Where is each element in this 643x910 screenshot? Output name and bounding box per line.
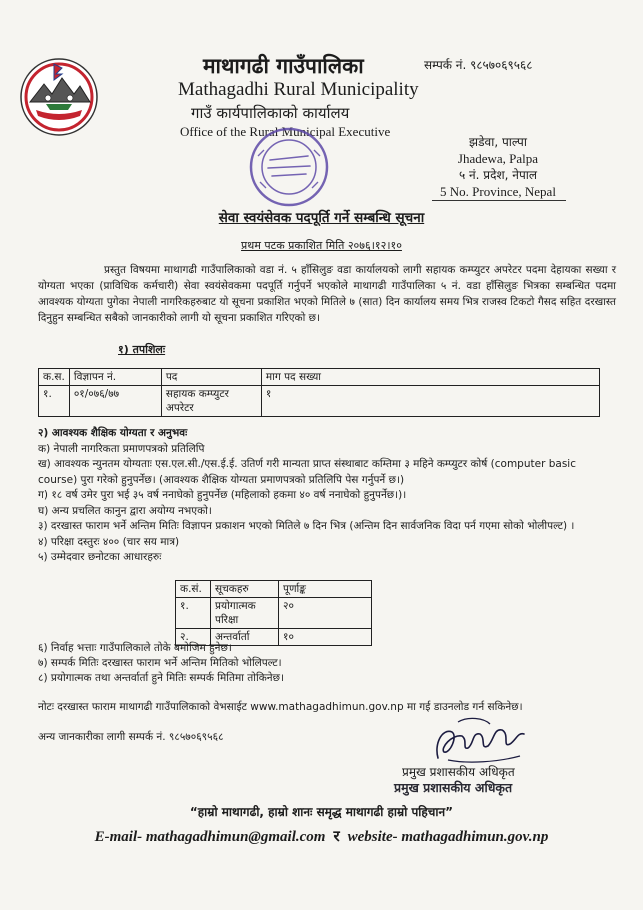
footer-contact — [0, 826, 643, 846]
list-item: क) नेपाली नागरिकता प्रमाणपत्रको प्रतिलिपि — [38, 442, 205, 455]
table-header-row — [39, 369, 600, 386]
footer-separator: र — [333, 827, 340, 845]
handwritten-signature — [428, 714, 532, 770]
table-header-cell: विज्ञापन नं. — [69, 369, 161, 386]
list-item: ६) निर्वाह भत्ताः गाउँपालिकाले तोके बमोजिम हुनेछ। — [38, 642, 232, 654]
office-stamp — [248, 126, 330, 208]
table-cell: १. — [176, 598, 211, 629]
download-note: नोटः दरखास्त फाराम माथागढी गाउँपालिकाको वेभसाईट www.mathagadhimun.gov.np मा गई डाउनलोड गर्न सकिनेछ। — [38, 701, 523, 713]
list-item: ७) सम्पर्क मितिः दरखास्त फाराम भर्ने अन्तिम मितिको भोलिपल्ट। — [38, 657, 282, 669]
municipality-name-english: Mathagadhi Rural Municipality — [178, 79, 419, 100]
table-row — [39, 386, 600, 417]
table-cell: २. — [176, 629, 211, 646]
list-item: ८) प्रयोगात्मक तथा अन्तर्वार्ता हुने मितिः सम्पर्क मितिमा तोकिनेछ। — [38, 672, 284, 684]
header-divider — [432, 200, 566, 201]
address-line: ५ नं. प्रदेश, नेपाल — [458, 168, 538, 182]
address-line: झडेवा, पाल्पा — [469, 135, 527, 149]
office-name-english: Office of the Rural Municipal Executive — [180, 124, 391, 139]
intro-paragraph: प्रस्तुत विषयमा माथागढी गाउँपालिकाको वडा नं. ५ हाँसिलुङ वडा कार्यालयको लागी सहायक कम्प्युटर अपरेटर पदमा देहायका सख्या र योग्यता भएका (प्राविधिक कर्मचारी) सेवा स्वयंसेवकमा पदपूर्ति गर्नुपर्ने भएकोले माथागढी गाउँपालिका ५ नं. वडा हाँसिलुङ भित्रका सम्बन्धित पदमा आवश्यक योग्यता पुगेका नेपाली नागरिकहरुबाट यो सूचना प्रकाशित भएको मितिले ७ (सात) दिन कार्यालय समय भित्र राजस्व टिकटो गैसद सहित दरखास्त दिनुहुन सम्बन्धित सबैको जानकारीको लागी यो सूचना प्रकाशित गरिएको छ। — [38, 264, 616, 324]
government-emblem-logo — [18, 56, 100, 138]
table-header-cell: क.सं. — [176, 581, 211, 598]
table-cell: १. — [39, 386, 70, 417]
table-header-cell: पद — [161, 369, 261, 386]
footer-email: E-mail- mathagadhimun@gmail.com — [94, 829, 326, 845]
table-header-row — [176, 581, 372, 598]
table-cell: १ — [261, 386, 599, 417]
table-cell: ०१/०७६/७७ — [69, 386, 161, 417]
list-item: ४) परिक्षा दस्तुरः ४०० (चार सय मात्र) — [38, 535, 180, 548]
vacancy-table — [38, 368, 600, 417]
table-cell: २० — [279, 598, 372, 629]
list-item: ख) आवश्यक न्युनतम योग्यताः एस.एल.सी./एस.ई.ई. उतिर्ण गरी मान्यता प्राप्त संस्थाबाट कम्तिमा ३ महिने कम्प्युटर कोर्ष (computer basic course) पुरा गरेको हुनुपर्नेछ। (आवश्यक शैक्षिक योग्यता प्रमाणपत्रको प्रतिलिपि पेस गर्नुपर्ने छ।) — [38, 458, 576, 486]
table-header-cell: माग पद सख्या — [261, 369, 599, 386]
table-row — [176, 598, 372, 629]
list-item: ५) उम्मेदवार छनोटका आधारहरुः — [38, 551, 162, 563]
table-cell: सहायक कम्प्युटर अपरेटर — [161, 386, 261, 417]
table-cell: प्रयोगात्मक परिक्षा — [211, 598, 279, 629]
publication-date — [0, 238, 643, 253]
signatory-title: प्रमुख प्रशासकीय अधिकृत — [402, 765, 515, 779]
municipality-name-nepali: माथागढी गाउँपालिका — [203, 54, 364, 78]
table-header-cell: सूचकहरु — [211, 581, 279, 598]
table-header-cell: पूर्णाङ्क — [279, 581, 372, 598]
address-line: Jhadewa, Palpa — [457, 150, 539, 166]
signatory-stamp: प्रमुख प्रशासकीय अधिकृत — [394, 780, 513, 795]
list-item: ग) १८ वर्ष उमेर पुरा भई ३५ वर्ष ननाघेको हुनुपर्नेछ (महिलाको हकमा ४० वर्ष ननाघेको हुनुपर्नेछ।)। — [38, 489, 407, 501]
table-cell: १० — [279, 629, 372, 646]
address-line: 5 No. Province, Nepal — [440, 183, 556, 199]
qualification-heading: २) आवश्यक शैक्षिक योग्यता र अनुभवः — [38, 427, 188, 439]
footer-website: website- mathagadhimun.gov.np — [347, 829, 549, 845]
notice-title-text: सेवा स्वयंसेवक पदपूर्ति गर्ने सम्बन्धि सूचना — [218, 210, 425, 226]
contact-line: अन्य जानकारीका लागी सम्पर्क नं. ९८५७०६९५६८ — [38, 731, 224, 743]
additional-items — [38, 641, 618, 686]
header-contact-number: सम्पर्क नं. ९८५७०६९५६८ — [424, 58, 533, 72]
section-details-heading: १) तपशिलः — [118, 343, 166, 356]
office-name-nepali: गाउँ कार्यपालिकाको कार्यालय — [191, 104, 350, 122]
list-item: ३) दरखास्त फाराम भर्ने अन्तिम मितिः विज्ञापन प्रकाशन भएको मितिले ७ दिन भित्र (अन्तिम दिन सार्वजनिक विदा पर्न गएमा सोको भोलीपल्ट) । — [38, 520, 575, 532]
selection-criteria-table — [175, 580, 372, 646]
footer-slogan: “हाम्रो माथागढी, हाम्रो शानः समृद्ध माथागढी हाम्रो पहिचान” — [189, 805, 454, 819]
table-header-cell: क.स. — [39, 369, 70, 386]
publication-date-text: प्रथम पटक प्रकाशित मिति २०७६।१२।१० — [241, 239, 402, 252]
table-cell: अन्तर्वार्ता — [211, 629, 279, 646]
qualification-section — [38, 426, 618, 566]
notice-title — [0, 208, 643, 226]
list-item: घ) अन्य प्रचलित कानुन द्वारा अयोग्य नभएको। — [38, 504, 212, 517]
address-block — [428, 134, 568, 200]
